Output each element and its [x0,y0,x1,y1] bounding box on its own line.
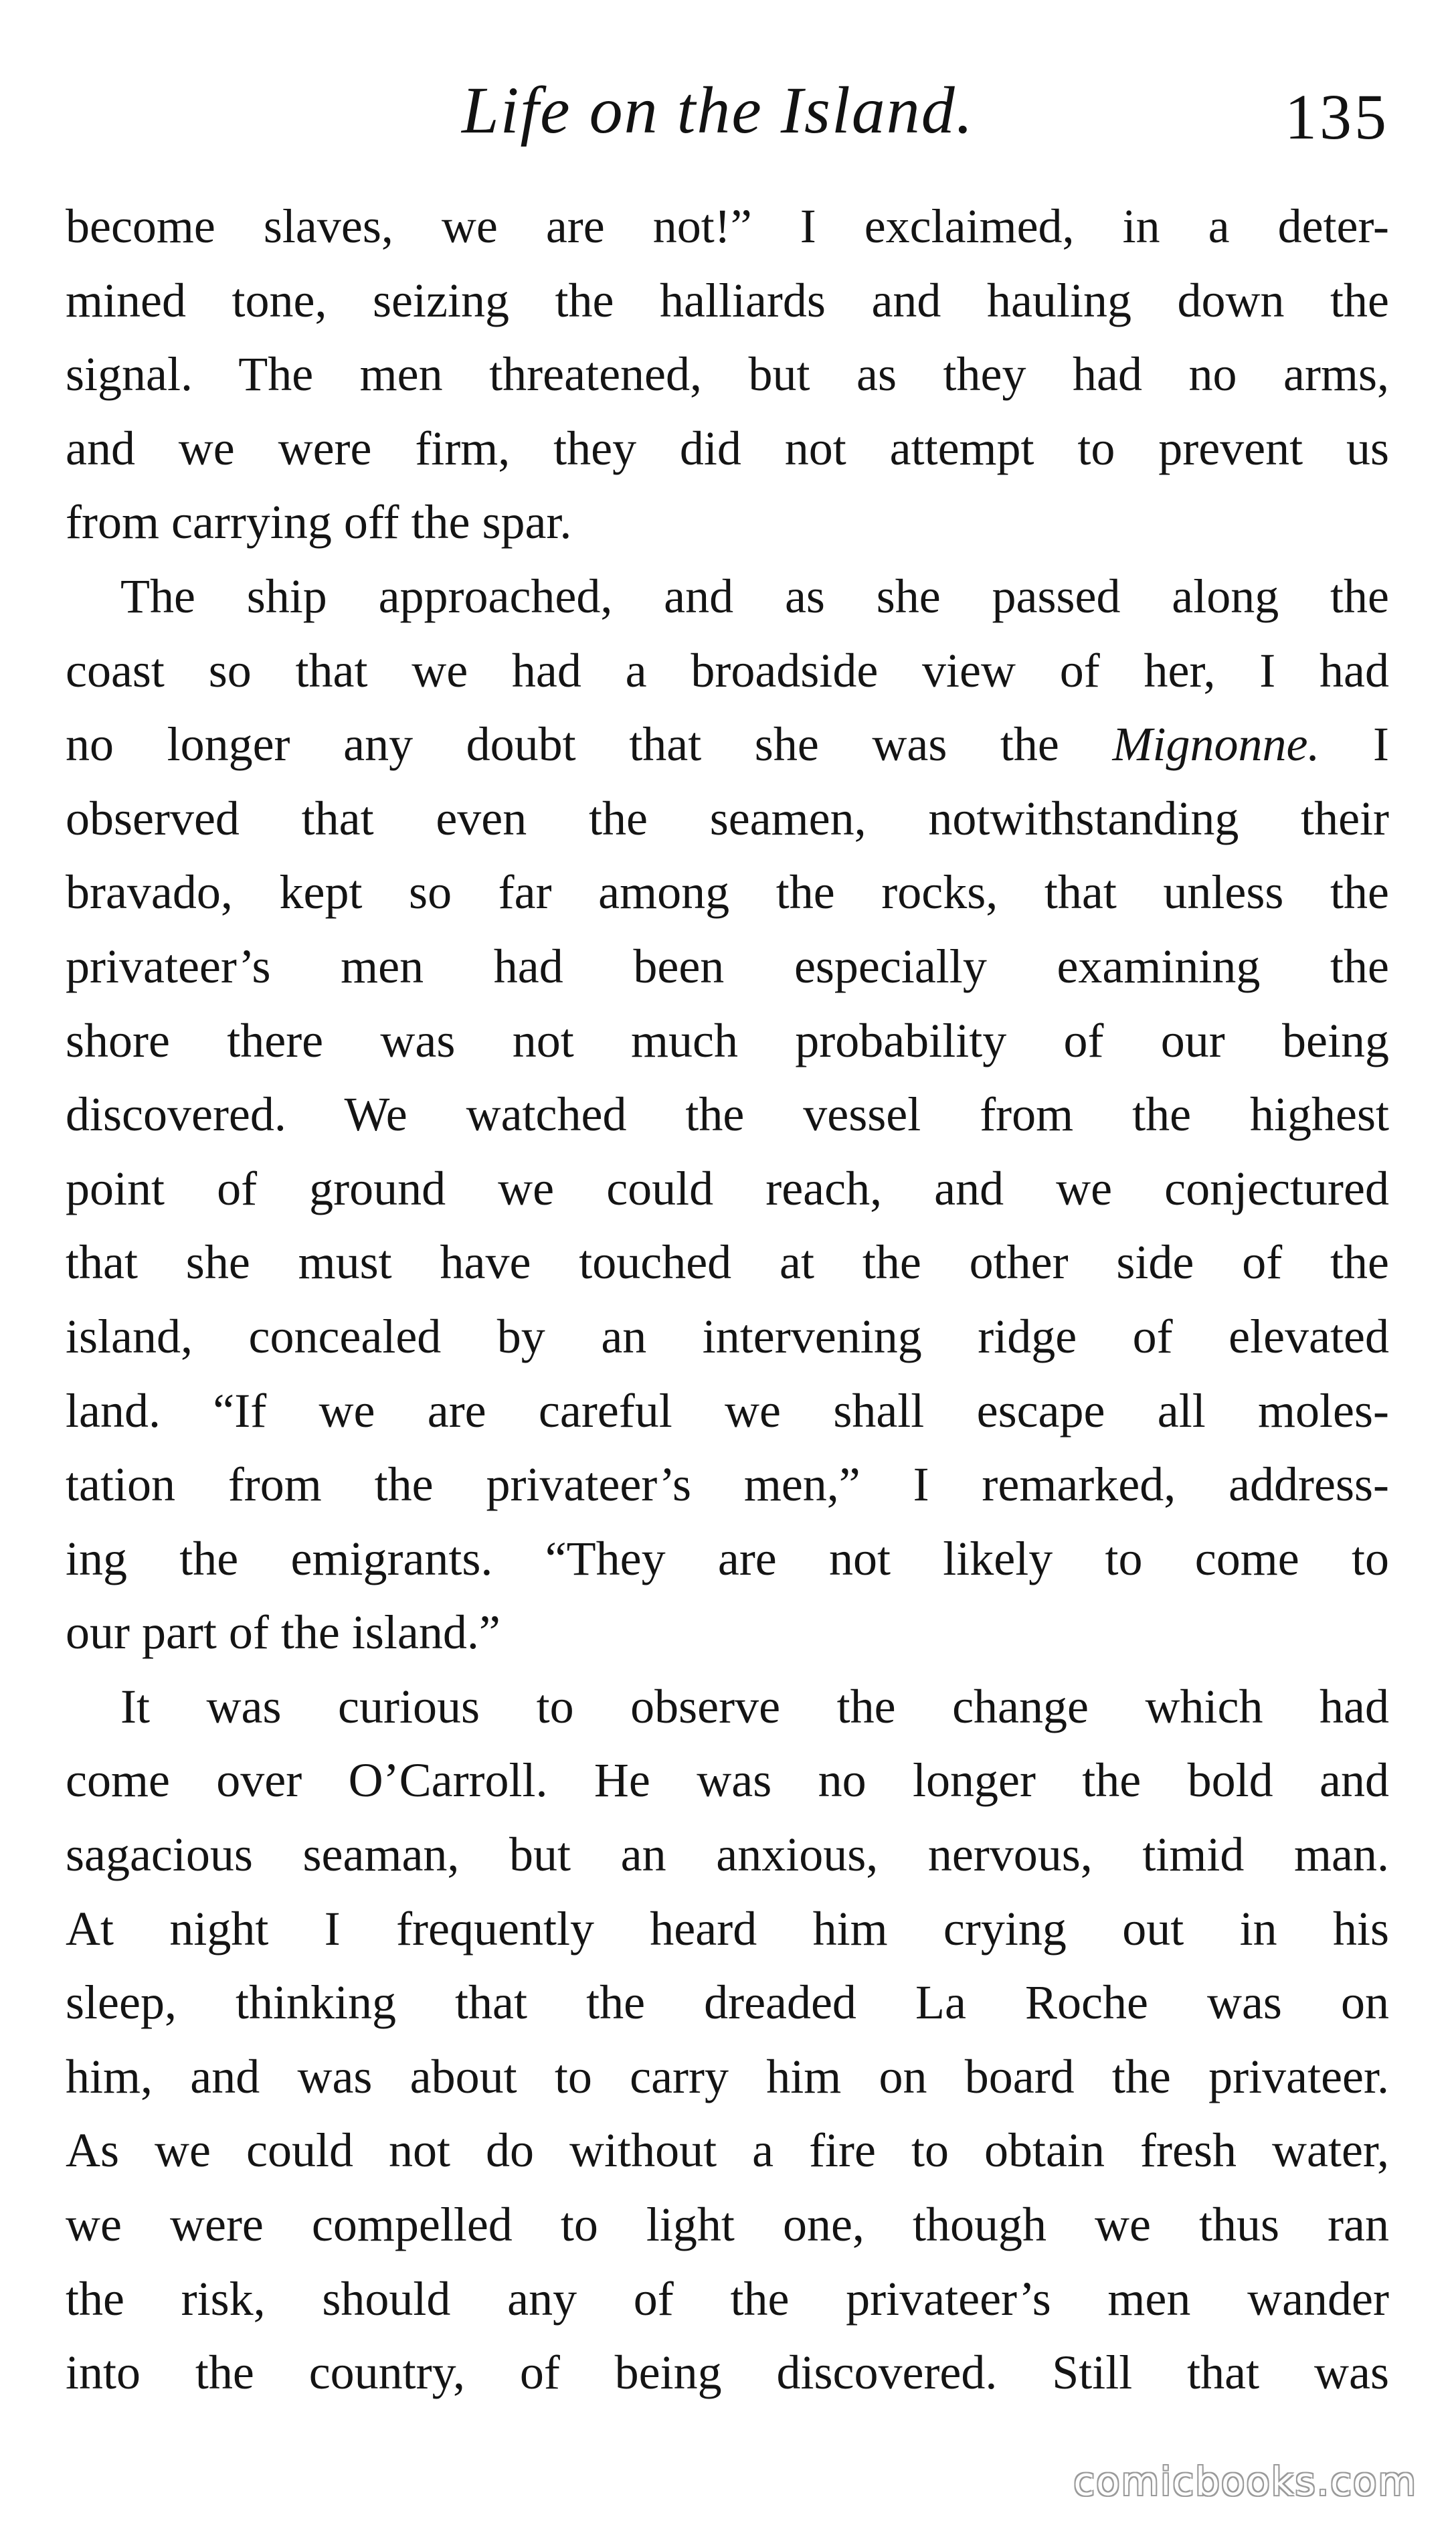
text-line: discovered. We watched the vessel from the highest [66,1088,1389,1142]
text-line-with-ship-name [66,707,1389,782]
ship-name: Mignonne. [1112,717,1320,772]
text-line: coast so that we had a broadside view of her, I had [66,643,1389,697]
paragraph-1 [66,189,1389,559]
text-line: signal. The men threatened, but as they had no arms, [66,347,1389,402]
text-line: point of ground we could reach, and we conjectured [66,1161,1389,1215]
text-line: our part of the island.” [66,1605,500,1660]
paragraph-2 [66,559,1389,1670]
page-number: 135 [1285,81,1389,153]
body-text [66,189,1389,2410]
text-line: land. “If we are careful we shall escape all moles- [66,1383,1389,1438]
text-line: mined tone, seizing the halliards and hauling down the [66,273,1389,327]
text-line: the risk, should any of the privateer’s men wander [66,2271,1389,2326]
text-line: It was curious to observe the change which had [120,1679,1389,1733]
text-line: come over O’Carroll. He was no longer the bold and [66,1753,1389,1808]
running-head [0,64,1456,157]
text-line: into the country, of being discovered. Still that was [66,2346,1389,2400]
text-fragment: no longer any doubt that she was the [66,717,1113,772]
paragraph-3 [66,1670,1389,2410]
text-line: tation from the privateer’s men,” I remarked, address- [66,1458,1389,1512]
text-line: island, concealed by an intervening ridge of elevated [66,1309,1389,1363]
text-line: we were compelled to light one, though we thus ran [66,2198,1389,2252]
text-line: The ship approached, and as she passed along the [120,569,1389,623]
text-line: observed that even the seamen, notwithstanding their [66,791,1389,845]
text-line: become slaves, we are not!” I exclaimed, in a deter- [66,199,1389,253]
text-line: ing the emigrants. “They are not likely to come to [66,1531,1389,1585]
text-line: privateer’s men had been especially examining the [66,939,1389,993]
site-watermark: comicbooks.com [1073,2459,1417,2504]
text-fragment: I [1320,717,1389,772]
text-line: sleep, thinking that the dreaded La Roche was on [66,1976,1389,2030]
text-line: from carrying off the spar. [66,495,572,549]
text-line: As we could not do without a fire to obtain fresh water, [66,2123,1389,2178]
text-line: him, and was about to carry him on board the privateer. [66,2049,1389,2103]
running-title: Life on the Island. [462,73,974,147]
text-line: and we were firm, they did not attempt to prevent us [66,421,1389,475]
text-line: At night I frequently heard him crying out in his [66,1901,1389,1955]
text-line: that she must have touched at the other side of the [66,1235,1389,1290]
text-line: shore there was not much probability of our being [66,1013,1389,1067]
text-line: sagacious seaman, but an anxious, nervous, timid man. [66,1828,1389,1882]
text-line: bravado, kept so far among the rocks, that unless the [66,865,1389,920]
